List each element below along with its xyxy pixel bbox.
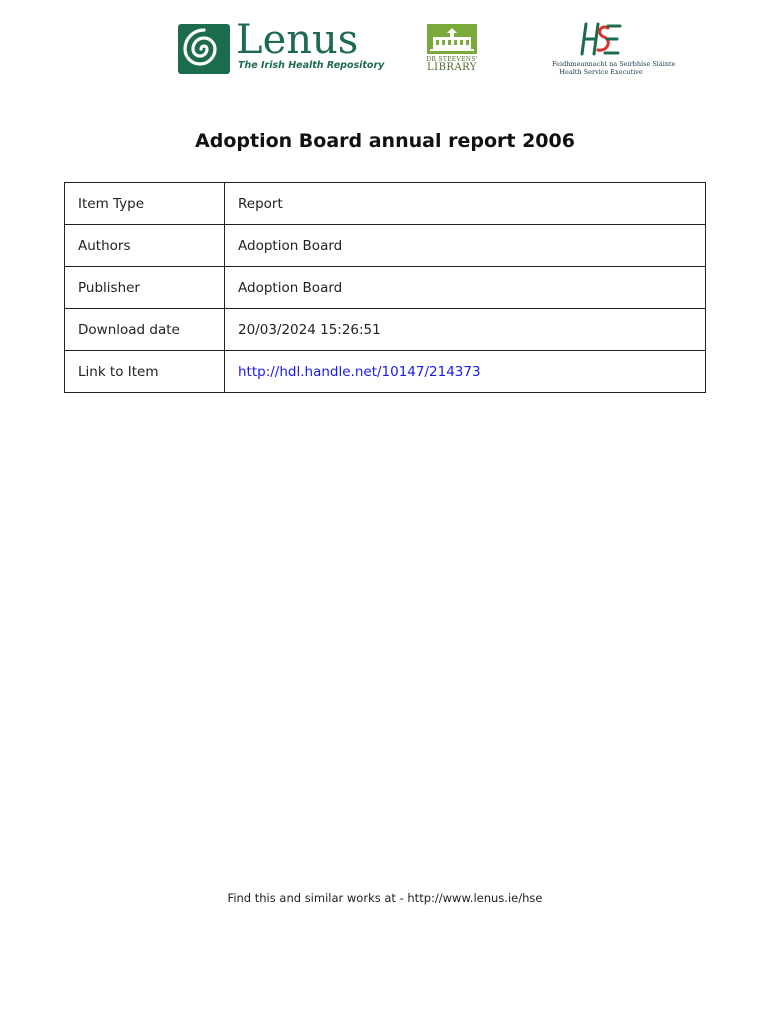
table-row (65, 183, 706, 225)
steevens-library-logo (425, 24, 479, 76)
table-row (65, 267, 706, 309)
link-to-item-label: Link to Item (65, 351, 225, 393)
item-type-label: Item Type (65, 183, 225, 225)
hse-logo (552, 22, 676, 78)
item-type-value: Report (225, 183, 706, 225)
hse-english-name: Health Service Executive (559, 68, 643, 76)
publisher-value: Adoption Board (225, 267, 706, 309)
authors-value: Adoption Board (225, 225, 706, 267)
lenus-tagline: The Irish Health Repository (238, 60, 385, 71)
table-row (65, 351, 706, 393)
library-building-icon (427, 24, 477, 54)
table-row (65, 309, 706, 351)
document-title: Adoption Board annual report 2006 (195, 130, 575, 152)
metadata-table (64, 182, 706, 393)
steevens-library-name: DR STEEVENS' (426, 56, 478, 63)
lenus-wordmark: Lenus (236, 17, 359, 63)
authors-label: Authors (65, 225, 225, 267)
table-row (65, 225, 706, 267)
download-date-value: 20/03/2024 15:26:51 (225, 309, 706, 351)
hse-mark-icon (578, 22, 622, 58)
publisher-label: Publisher (65, 267, 225, 309)
item-handle-link[interactable]: http://hdl.handle.net/10147/214373 (238, 363, 481, 380)
footer-note: Find this and similar works at - http://www.lenus.ie/hse (227, 891, 543, 905)
link-to-item-cell (225, 351, 706, 393)
hse-irish-name: Feidhmeannacht na Seirbhíse Sláinte (552, 60, 676, 68)
lenus-spiral-icon (178, 24, 230, 74)
download-date-label: Download date (65, 309, 225, 351)
lenus-logo (178, 17, 385, 78)
steevens-library-label: LIBRARY (426, 62, 477, 73)
